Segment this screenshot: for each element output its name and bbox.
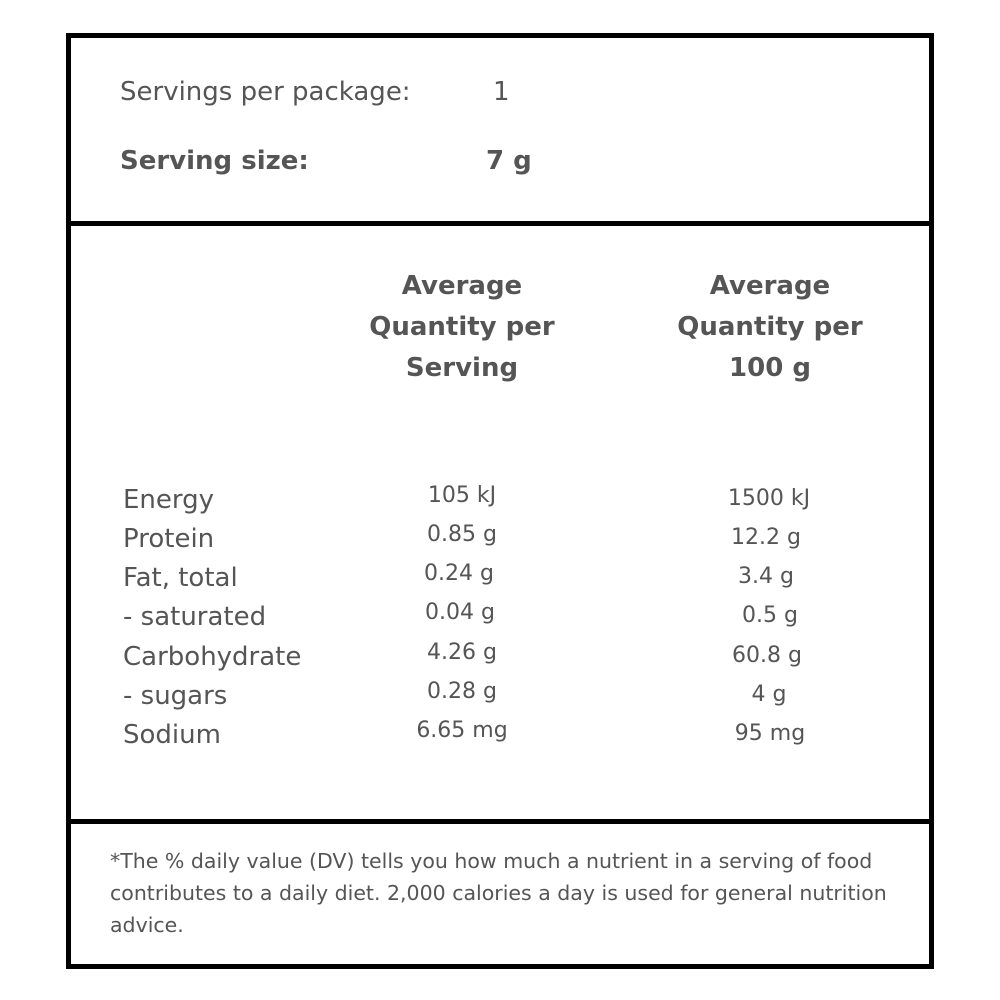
column-header-line: Quantity per xyxy=(369,312,555,342)
column-header-per-100g xyxy=(640,266,900,389)
nutrient-per-serving-sodium: 6.65 mg xyxy=(416,718,508,743)
nutrient-per-100g-protein: 12.2 g xyxy=(731,525,801,550)
nutrient-per-serving-saturated: 0.04 g xyxy=(425,600,495,625)
nutrient-name-protein: Protein xyxy=(123,524,215,554)
daily-value-footnote: *The % daily value (DV) tells you how much a nutrient in a serving of food contributes to a daily diet. 2,000 calories a day is used for general nutrition advice. xyxy=(110,849,887,937)
servings-per-package-label: Servings per package: xyxy=(120,77,411,107)
serving-size-label: Serving size: xyxy=(120,146,309,176)
nutrient-per-100g-energy: 1500 kJ xyxy=(727,486,811,511)
divider-bottom xyxy=(66,819,934,824)
column-header-line: Average xyxy=(401,271,523,301)
nutrient-per-serving-sugars: 0.28 g xyxy=(427,679,497,704)
nutrient-per-serving-carbohydrate: 4.26 g xyxy=(427,640,497,665)
column-header-line: Quantity per xyxy=(677,312,863,342)
nutrient-per-100g-sodium: 95 mg xyxy=(734,721,806,746)
nutrient-per-100g-fat-total: 3.4 g xyxy=(738,564,794,589)
column-header-per-serving xyxy=(332,266,592,389)
column-header-line: 100 g xyxy=(729,353,811,383)
nutrient-per-serving-energy: 105 kJ xyxy=(427,483,497,508)
nutrient-per-100g-sugars: 4 g xyxy=(751,682,787,707)
nutrient-per-serving-protein: 0.85 g xyxy=(427,522,497,547)
nutrient-name-energy: Energy xyxy=(123,485,215,515)
servings-per-package-value: 1 xyxy=(493,77,510,107)
nutrient-name-carbohydrate: Carbohydrate xyxy=(123,642,302,672)
nutrient-name-sugars: - sugars xyxy=(123,681,228,711)
nutrient-per-100g-saturated: 0.5 g xyxy=(742,603,798,628)
nutrient-name-fat-total: Fat, total xyxy=(123,563,238,593)
column-header-line: Average xyxy=(709,271,831,301)
nutrient-name-sodium: Sodium xyxy=(123,720,221,750)
nutrient-name-saturated: - saturated xyxy=(123,602,267,632)
column-header-line: Serving xyxy=(405,353,519,383)
serving-size-value: 7 g xyxy=(486,146,532,176)
divider-top xyxy=(66,221,934,226)
nutrient-per-serving-fat-total: 0.24 g xyxy=(424,561,494,586)
nutrient-per-100g-carbohydrate: 60.8 g xyxy=(732,643,802,668)
